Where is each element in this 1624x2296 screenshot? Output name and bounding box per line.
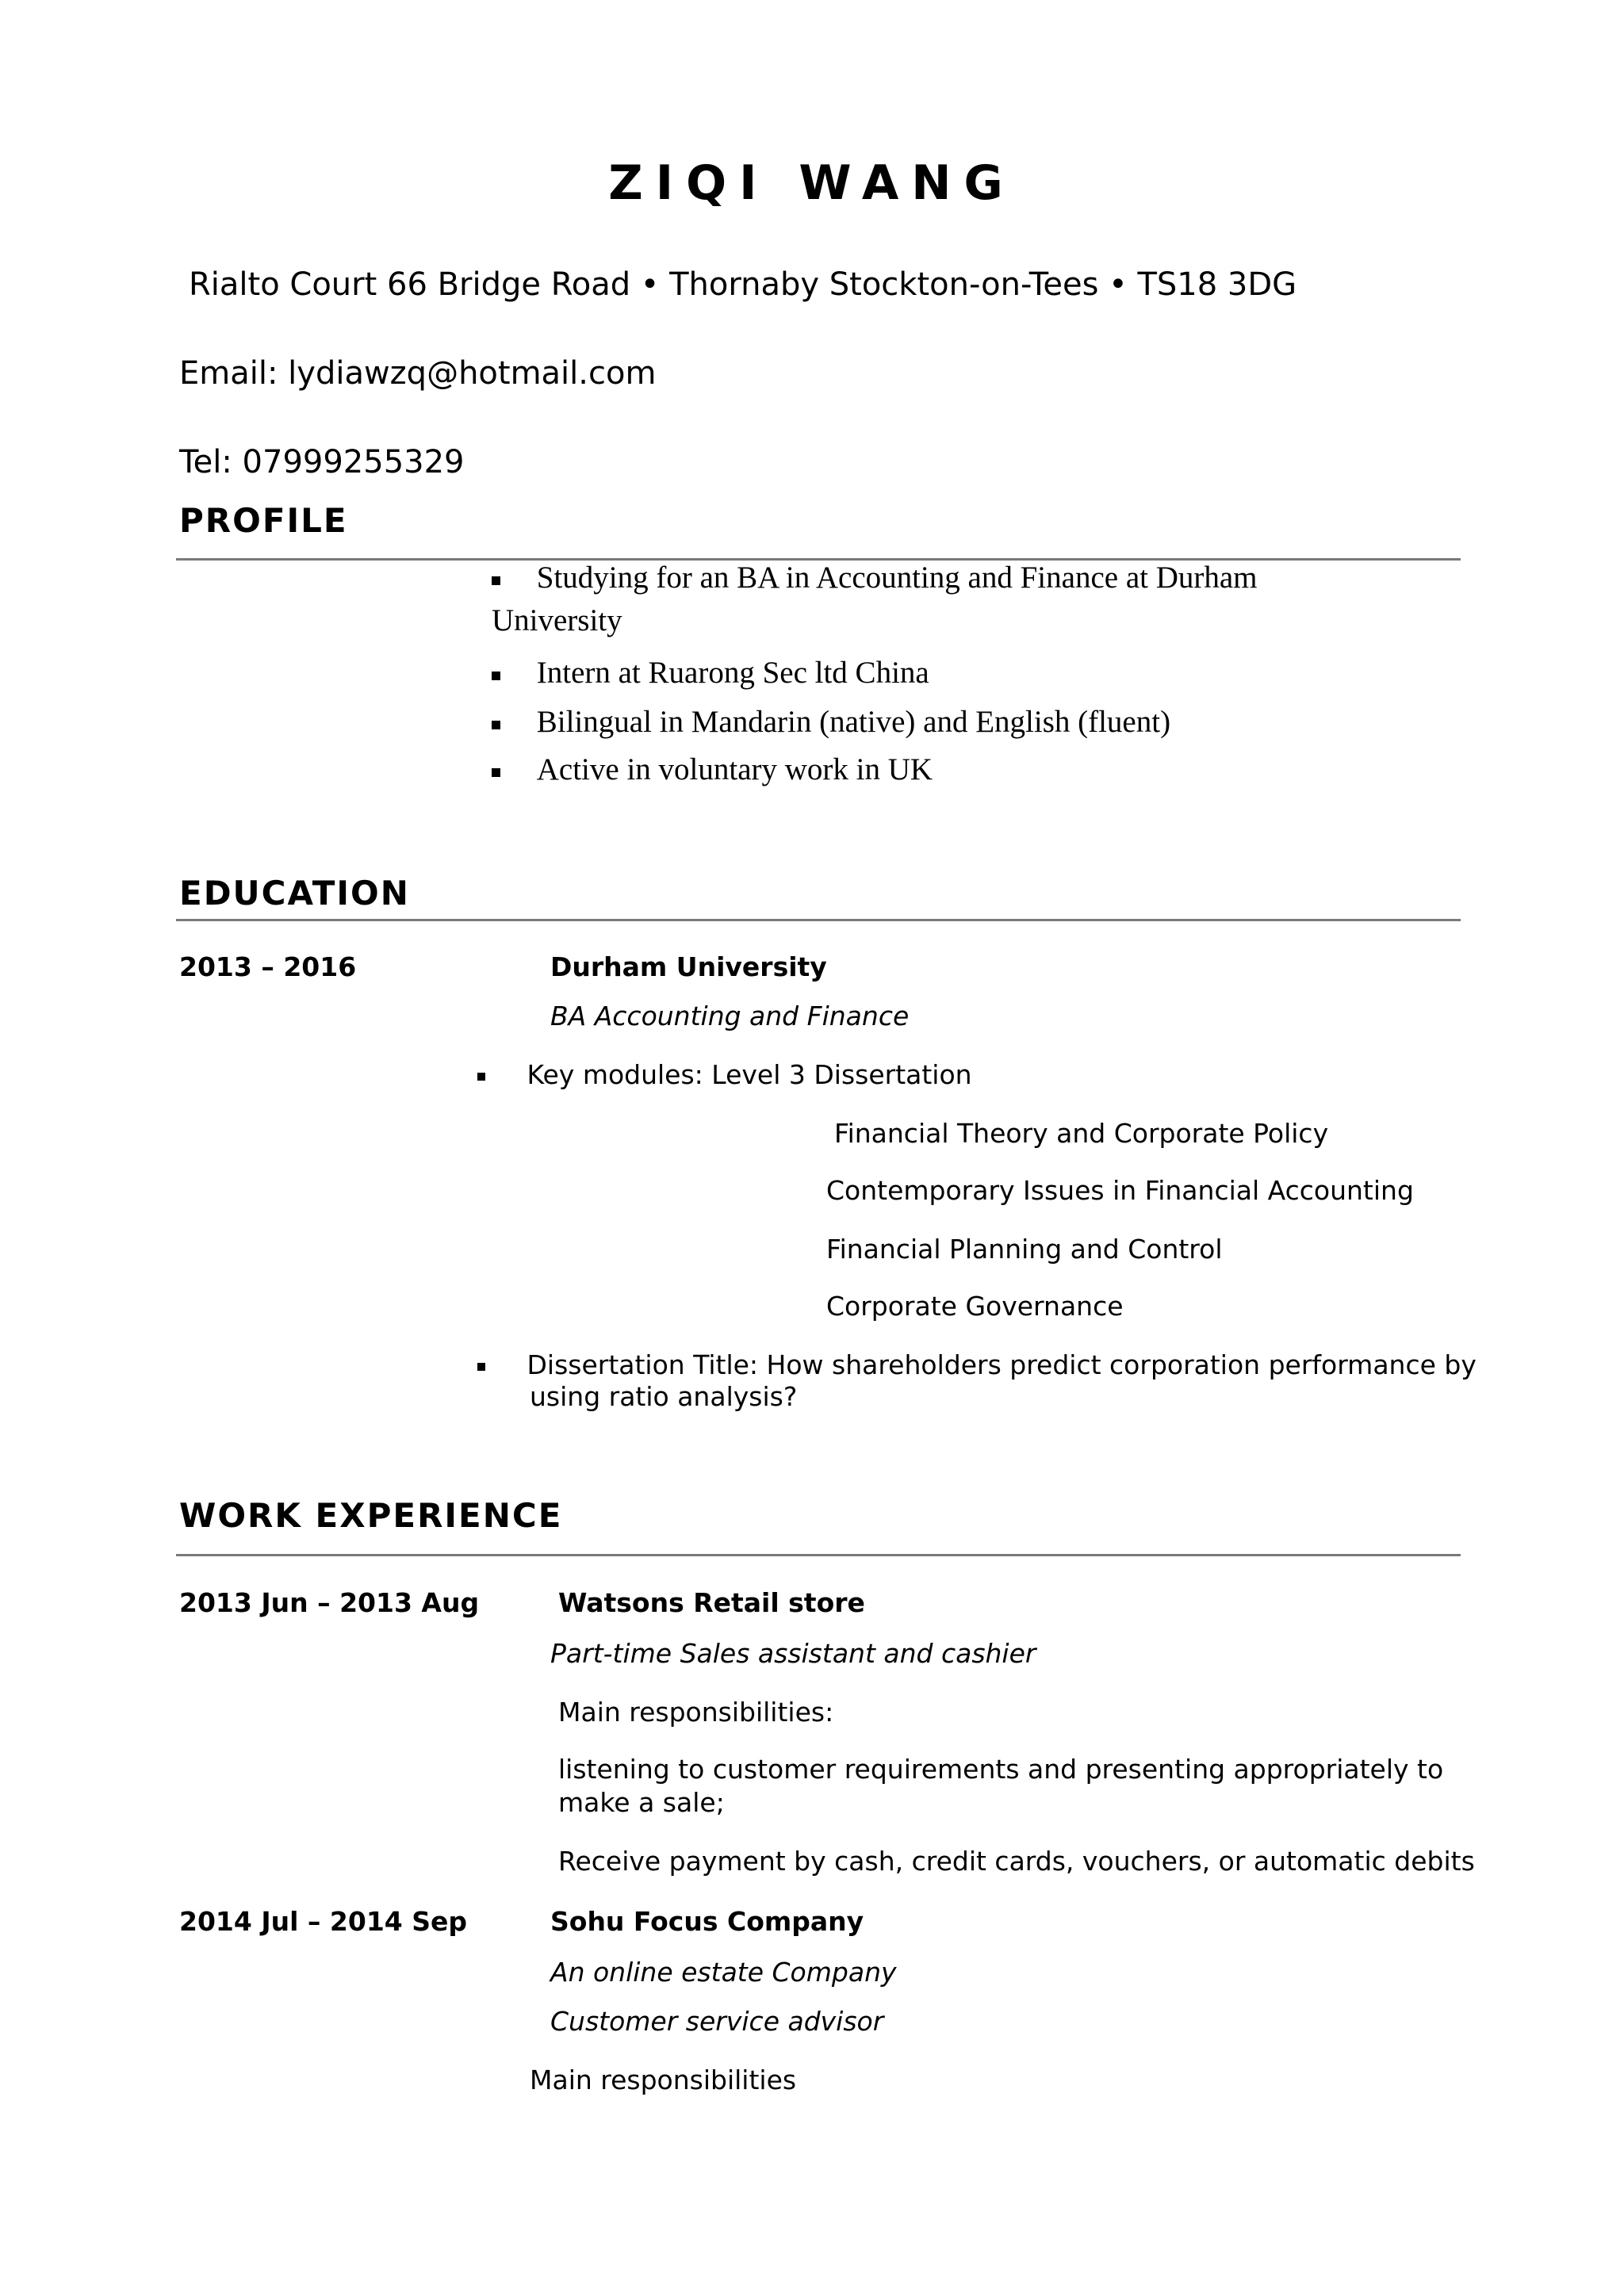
job-description: An online estate Company: [550, 1957, 897, 1988]
bullet-icon: [477, 1363, 485, 1371]
job-responsibility-continued: make a sale;: [558, 1787, 725, 1818]
module-item: Corporate Governance: [826, 1291, 1124, 1322]
bullet-icon: [492, 576, 500, 585]
work-divider: [176, 1554, 1461, 1556]
job-role: Customer service advisor: [550, 2006, 884, 2037]
dissertation-continued: using ratio analysis?: [530, 1381, 798, 1412]
profile-item: Studying for an BA in Accounting and Finance at Durham: [492, 560, 1258, 595]
job-responsibilities-label: Main responsibilities:: [558, 1697, 834, 1728]
education-date: 2013 – 2016: [179, 951, 357, 982]
job-responsibility: Receive payment by cash, credit cards, vouchers, or automatic debits: [558, 1846, 1475, 1877]
profile-item: Active in voluntary work in UK: [492, 752, 933, 787]
profile-item: Bilingual in Mandarin (native) and English (fluent): [492, 704, 1170, 740]
education-heading: EDUCATION: [179, 874, 410, 913]
job-date: 2014 Jul – 2014 Sep: [179, 1906, 467, 1937]
email: Email: lydiawzq@hotmail.com: [179, 355, 657, 392]
module-item: Contemporary Issues in Financial Accounting: [826, 1175, 1414, 1206]
education-divider: [176, 919, 1461, 921]
degree: BA Accounting and Finance: [550, 1001, 910, 1031]
module-item: Financial Theory and Corporate Policy: [834, 1118, 1329, 1149]
work-heading: WORK EXPERIENCE: [179, 1496, 563, 1535]
job-company: Watsons Retail store: [558, 1587, 865, 1618]
bullet-icon: [492, 672, 500, 680]
module-item: Financial Planning and Control: [826, 1234, 1223, 1265]
bullet-icon: [477, 1073, 485, 1081]
address: Rialto Court 66 Bridge Road • Thornaby Stockton-on-Tees • TS18 3DG: [189, 266, 1297, 303]
job-date: 2013 Jun – 2013 Aug: [179, 1587, 480, 1618]
phone: Tel: 07999255329: [179, 444, 465, 480]
bullet-icon: [492, 721, 500, 729]
school-name: Durham University: [550, 951, 827, 982]
bullet-icon: [492, 768, 500, 777]
job-company: Sohu Focus Company: [550, 1906, 864, 1937]
key-modules: Key modules: Level 3 Dissertation: [477, 1059, 972, 1090]
profile-item-continued: University: [492, 603, 622, 637]
profile-heading: PROFILE: [179, 501, 348, 540]
job-responsibilities-label: Main responsibilities: [530, 2064, 797, 2095]
dissertation: Dissertation Title: How shareholders predict corporation performance by: [477, 1349, 1477, 1380]
candidate-name: ZIQI WANG: [608, 155, 1016, 211]
profile-item: Intern at Ruarong Sec ltd China: [492, 655, 929, 691]
job-role: Part-time Sales assistant and cashier: [550, 1638, 1036, 1669]
job-responsibility: listening to customer requirements and presenting appropriately to: [558, 1754, 1444, 1785]
